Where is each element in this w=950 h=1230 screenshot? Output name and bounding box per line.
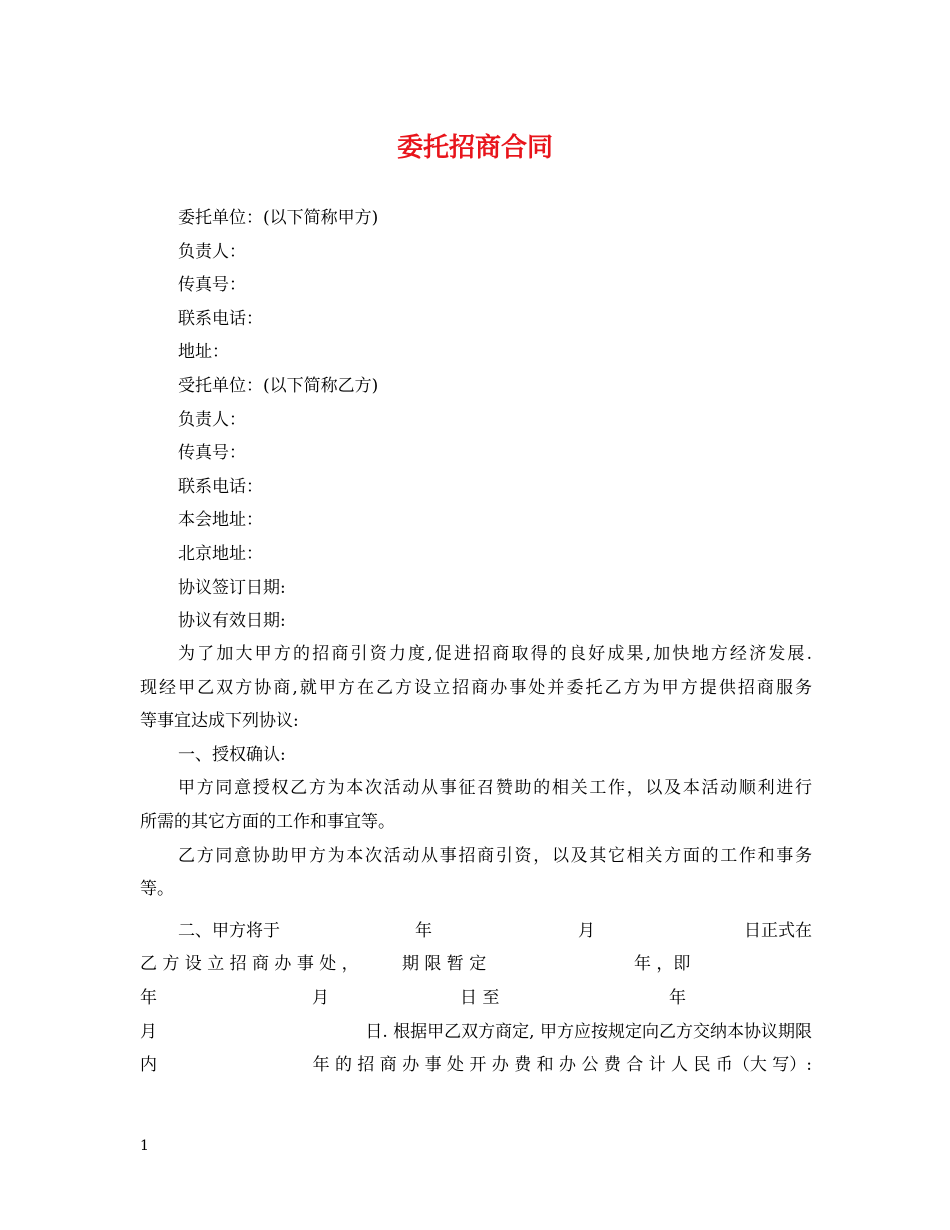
section1-paragraph-line: 乙方同意协助甲方为本次活动从事招商引资，以及其它相关方面的工作和事务: [178, 845, 812, 866]
section2-text: 二、甲方将于: [178, 920, 280, 941]
field-agent-person: 负责人：: [178, 409, 246, 430]
section1-paragraph-line: 所需的其它方面的工作和事宜等。: [140, 811, 395, 832]
party-info-fields: [178, 202, 378, 639]
document-title: 委托招商合同: [396, 133, 553, 163]
field-agent-phone: 联系电话：: [178, 476, 263, 497]
section1-paragraph-line: 等。: [140, 879, 174, 900]
field-client-unit: 委托单位：(以下简称甲方): [178, 208, 379, 228]
intro-line: 等事宜达成下列协议:: [140, 711, 299, 732]
section2-text: 期 限 暂 定: [402, 954, 487, 975]
field-client-address: 地址：: [178, 342, 229, 363]
section2-text: 内: [140, 1055, 157, 1076]
field-agent-fax: 传真号：: [178, 443, 246, 464]
section2-text: 日 至: [460, 987, 500, 1008]
field-client-phone: 联系电话：: [178, 308, 263, 329]
field-sign-date: 协议签订日期:: [178, 577, 286, 598]
field-client-fax: 传真号：: [178, 275, 246, 296]
section2-text: 年 的 招 商 办 事 处 开 办 费 和 办 公 费 合 计 人 民 币（大 写）:: [312, 1055, 812, 1076]
section2-line: [140, 915, 812, 949]
section2-text: 年: [415, 920, 432, 941]
section1-heading: 一、授权确认:: [178, 744, 286, 765]
section2-line: [140, 1049, 812, 1083]
section2-text: 年: [669, 987, 686, 1008]
page-number: 1: [140, 1138, 149, 1154]
section2-line: [140, 948, 812, 982]
field-beijing-address: 北京地址：: [178, 543, 263, 564]
section2-text: 乙 方 设 立 招 商 办 事 处 ，: [140, 954, 359, 975]
section2-line: [140, 982, 812, 1016]
section2-text: 日. 根据甲乙双方商定, 甲方应按规定向乙方交纳本协议期限: [365, 1021, 812, 1042]
section2-text: 年: [140, 987, 157, 1008]
field-valid-date: 协议有效日期:: [178, 611, 286, 632]
contract-body: [140, 638, 812, 1083]
field-agent-address: 本会地址：: [178, 510, 263, 531]
section2-text: 月: [312, 987, 329, 1008]
section1-paragraph-line: 甲方同意授权乙方为本次活动从事征召赞助的相关工作，以及本活动顺利进行: [178, 778, 812, 799]
field-agent-unit: 受托单位：(以下简称乙方): [178, 375, 379, 396]
intro-line: 为了加大甲方的招商引资力度,促进招商取得的良好成果,加快地方经济发展.: [178, 644, 812, 664]
section2-line: [140, 1016, 812, 1050]
section2-text: 年 ，即: [634, 954, 691, 975]
section2-text: 日正式在: [744, 920, 812, 941]
section2-text: 月: [578, 920, 595, 941]
section2-text: 月: [140, 1021, 157, 1042]
field-client-person: 负责人：: [178, 241, 246, 262]
intro-line: 现经甲乙双方协商,就甲方在乙方设立招商办事处并委托乙方为甲方提供招商服务: [140, 677, 812, 698]
